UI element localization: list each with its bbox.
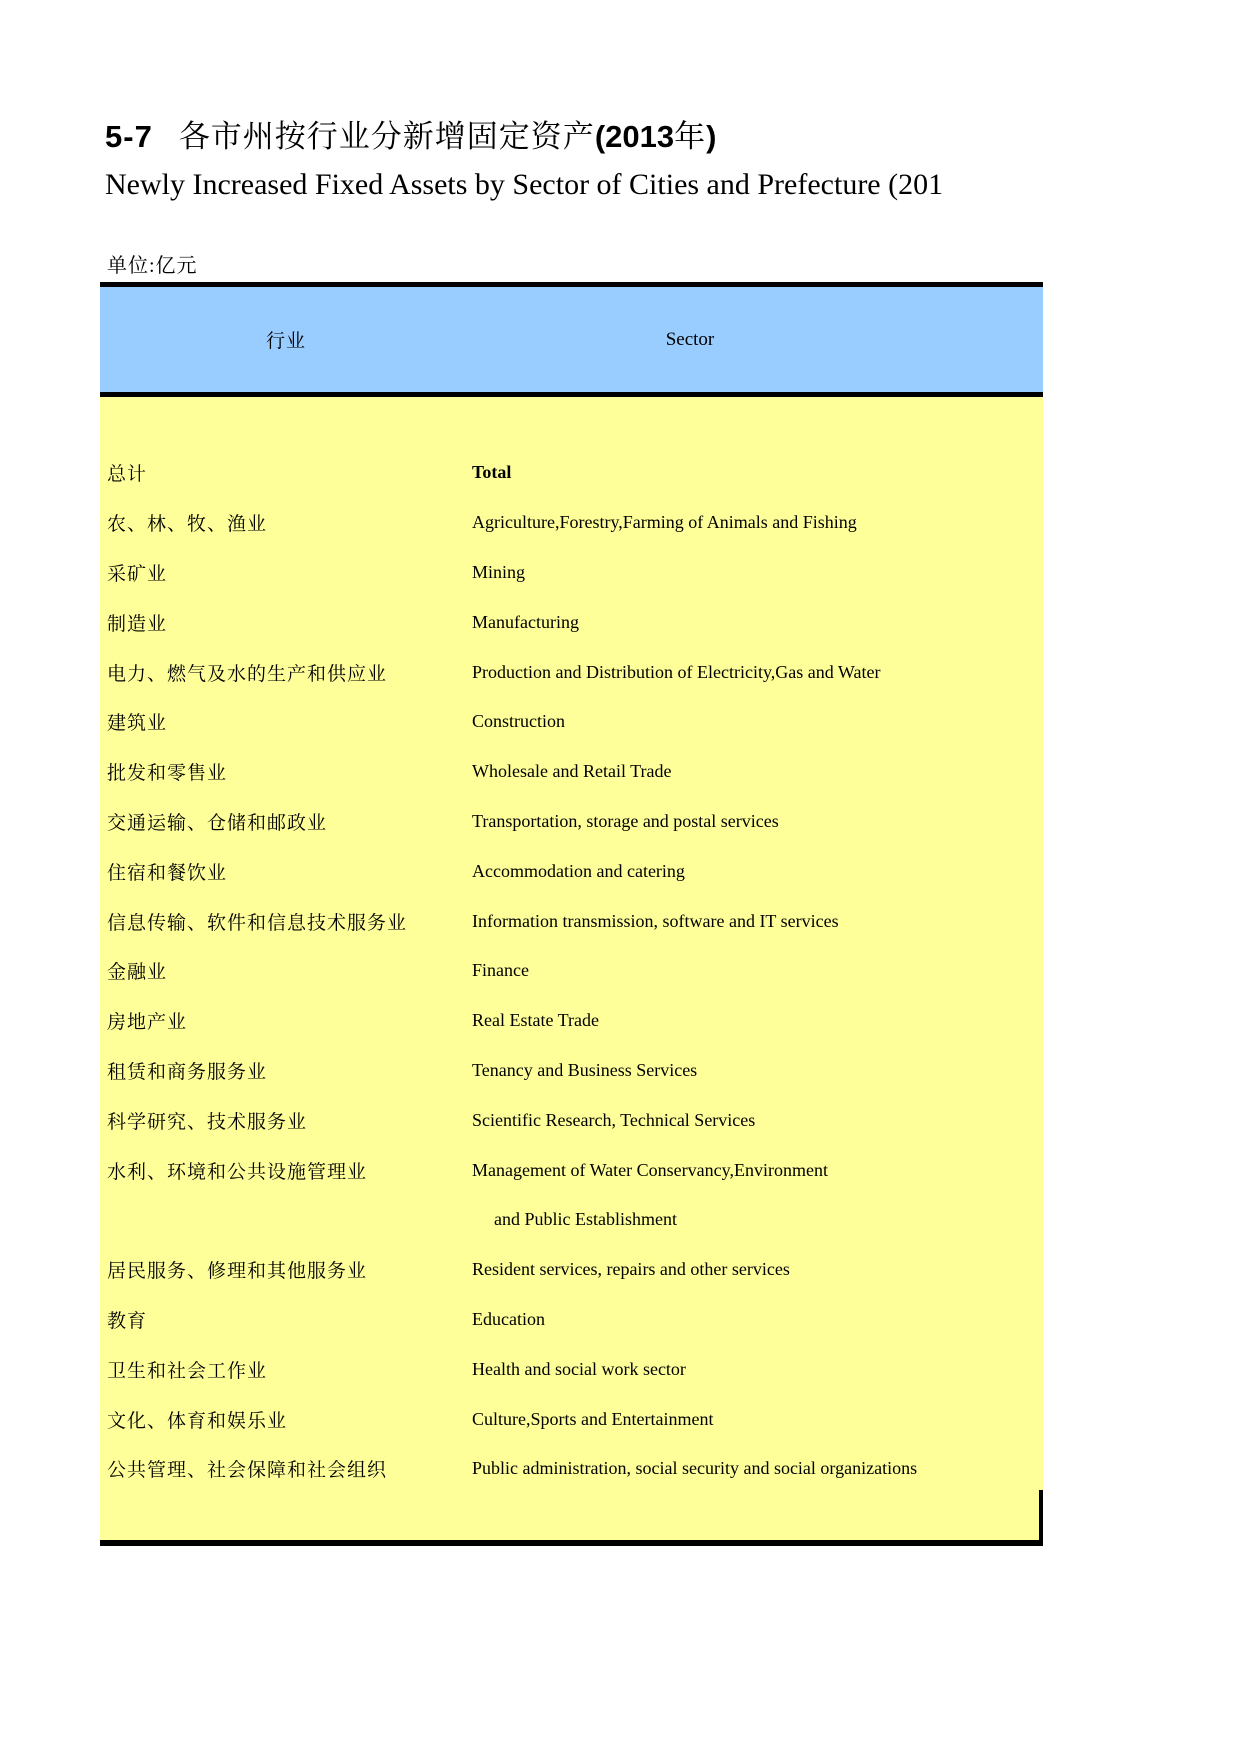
row-label-zh: 信息传输、软件和信息技术服务业	[107, 912, 408, 934]
page-title-zh	[105, 118, 716, 156]
table-bottom-border	[100, 1540, 1043, 1546]
row-label-en: Wholesale and Retail Trade	[472, 761, 672, 782]
row-label-en: Manufacturing	[472, 611, 579, 632]
table-row	[100, 846, 1043, 896]
title-year-close: )	[706, 119, 717, 154]
row-label-en: and Public Establishment	[494, 1209, 677, 1230]
table-row	[100, 597, 1043, 647]
table-body	[100, 397, 1043, 1540]
row-label-en: Mining	[472, 561, 526, 582]
row-label-en: Agriculture,Forestry,Farming of Animals and Fishing	[472, 512, 857, 533]
row-label-zh: 居民服务、修理和其他服务业	[107, 1261, 368, 1283]
table-row	[100, 1095, 1043, 1145]
row-label-zh: 水利、环境和公共设施管理业	[107, 1161, 368, 1183]
row-label-en: Total	[472, 462, 512, 483]
row-label-en: Information transmission, software and IT services	[472, 910, 839, 931]
row-label-en: Tenancy and Business Services	[472, 1059, 698, 1080]
row-label-zh: 教育	[107, 1310, 148, 1332]
title-year-open: (2013	[594, 119, 675, 154]
row-label-en: Education	[472, 1308, 545, 1329]
table-row	[100, 697, 1043, 747]
sector-table	[100, 282, 1043, 1546]
row-label-en: Construction	[472, 711, 565, 732]
row-label-en: Transportation, storage and postal services	[472, 810, 779, 831]
row-label-zh: 制造业	[107, 613, 168, 635]
table-row	[100, 896, 1043, 946]
row-label-zh: 交通运输、仓储和邮政业	[107, 812, 328, 834]
row-label-en: Culture,Sports and Entertainment	[472, 1408, 714, 1429]
title-zh-text: 各市州按行业分新增固定资产	[178, 119, 595, 154]
table-number: 5-7	[105, 119, 153, 154]
row-label-en: Production and Distribution of Electricity,Gas and Water	[472, 661, 881, 682]
table-row	[100, 498, 1043, 548]
row-label-zh: 采矿业	[107, 563, 168, 585]
row-label-en: Management of Water Conservancy,Environment	[472, 1159, 828, 1180]
table-right-border-segment	[1039, 1490, 1043, 1546]
row-label-zh: 科学研究、技术服务业	[107, 1111, 308, 1133]
table-row	[100, 1444, 1043, 1494]
page-title-en-text: Newly Increased Fixed Assets by Sector of Cities and Prefecture (201	[105, 168, 944, 201]
row-label-zh: 农、林、牧、渔业	[107, 514, 268, 536]
table-header-row	[100, 287, 1043, 392]
table-row	[100, 1295, 1043, 1345]
row-label-zh: 总计	[107, 464, 148, 486]
table-row	[100, 647, 1043, 697]
row-label-zh: 卫生和社会工作业	[107, 1360, 268, 1382]
table-row	[100, 747, 1043, 797]
table-row	[100, 1344, 1043, 1394]
table-row	[100, 946, 1043, 996]
page-title-en	[105, 167, 1037, 203]
row-label-en: Public administration, social security and social organizations	[472, 1458, 918, 1479]
row-label-en: Health and social work sector	[472, 1358, 686, 1379]
row-label-zh: 房地产业	[107, 1012, 188, 1034]
table-row	[100, 996, 1043, 1046]
table-row	[100, 448, 1043, 498]
table-row	[100, 548, 1043, 598]
row-label-zh: 住宿和餐饮业	[107, 862, 228, 884]
row-label-en: Resident services, repairs and other services	[472, 1259, 790, 1280]
table-row	[100, 1046, 1043, 1096]
row-label-zh: 公共管理、社会保障和社会组织	[107, 1460, 388, 1482]
row-label-en: Accommodation and catering	[472, 860, 685, 881]
row-label-zh: 金融业	[107, 962, 168, 984]
row-label-zh: 电力、燃气及水的生产和供应业	[107, 663, 388, 685]
table-row	[100, 1394, 1043, 1444]
table-row	[100, 1145, 1043, 1195]
header-cell-sector: Sector	[665, 328, 715, 350]
row-label-zh: 租赁和商务服务业	[107, 1061, 268, 1083]
row-label-en: Finance	[472, 960, 529, 981]
row-label-en: Scientific Research, Technical Services	[472, 1109, 756, 1130]
row-label-zh: 批发和零售业	[107, 763, 228, 785]
header-cell-industry: 行业	[265, 331, 306, 352]
row-label-en: Real Estate Trade	[472, 1010, 599, 1031]
title-year-cn: 年	[674, 119, 707, 154]
row-label-zh: 建筑业	[107, 713, 168, 735]
row-label-zh: 文化、体育和娱乐业	[107, 1410, 288, 1432]
unit-label: 单位:亿元	[107, 255, 198, 277]
table-row	[100, 1245, 1043, 1295]
table-row-continuation	[100, 1195, 1043, 1245]
table-row	[100, 797, 1043, 847]
